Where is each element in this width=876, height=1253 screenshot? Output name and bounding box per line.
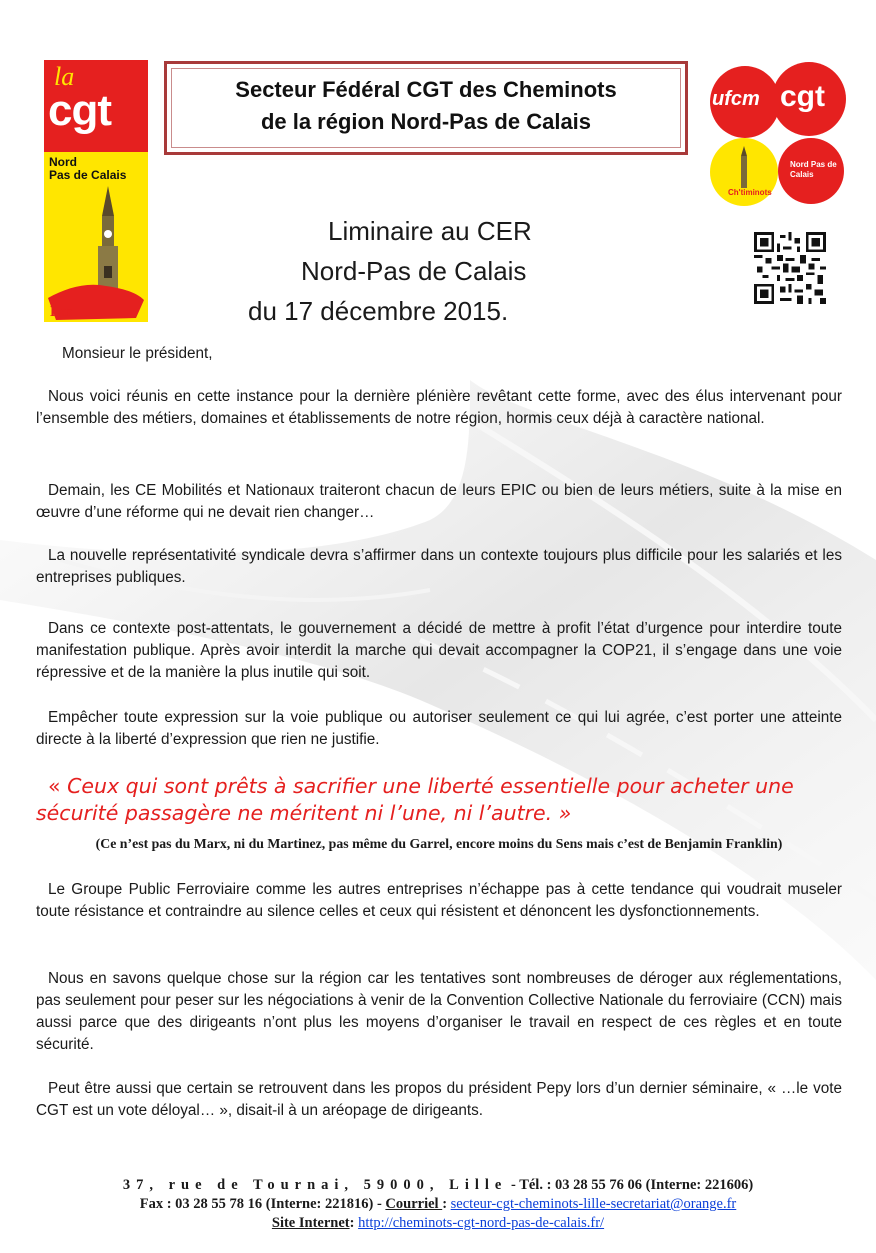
footer-site-link[interactable]: http://cheminots-cgt-nord-pas-de-calais.fr/ <box>358 1215 605 1231</box>
footer-email-link[interactable]: secteur-cgt-cheminots-lille-secretariat@orange.fr <box>450 1196 737 1212</box>
logo-region-line1: Nord <box>49 155 77 169</box>
footer-address-line <box>0 1177 876 1194</box>
header-title-box <box>164 61 688 155</box>
salutation: Monsieur le président, <box>62 345 213 362</box>
paragraph-4: Dans ce contexte post-attentats, le gouvernement a décidé de mettre à profit l’état d’urgence pour interdire toute manifestation publique. Après avoir interdit la marche qui devait accompagner la COP21, il s’engage dans une voie répressive et de la manière la plus inutile qui soit. <box>36 620 842 681</box>
quote-text: Ceux qui sont prêts à sacrifier une liberté essentielle pour acheter une sécurité passagère ne méritent ni l’une, ni l’autre. » <box>36 774 794 825</box>
logo-les-text: Les <box>50 304 73 320</box>
header-line2: de la région Nord-Pas de Calais <box>260 109 592 134</box>
document-title-line3: du 17 décembre 2015. <box>248 296 509 326</box>
footer-address: 37, rue de Tournai, 59000, Lille <box>122 1177 508 1193</box>
quote-attribution: (Ce n’est pas du Marx, ni du Martinez, pas même du Garrel, encore moins du Sens mais c’est de Benjamin Franklin) <box>95 836 783 851</box>
paragraph-7: Nous en savons quelque chose sur la région car les tentatives sont nombreuses de déroger aux réglementations, pas seulement pour peser sur les négociations à venir de la Convention Collective Nationale du ferroviaire (CCN) mais aussi parce que des dirigeants n’ont plus les moyens d’organiser le travail en respect de ces règles et en toute sécurité. <box>36 970 842 1053</box>
document-title-line1: Liminaire au CER <box>328 216 532 246</box>
cgt-circle-logo <box>772 62 846 136</box>
ufcm-circle-logo <box>710 66 780 138</box>
paragraph-3: La nouvelle représentativité syndicale devra s’affirmer dans un contexte toujours plus difficile pour les salariés et les entreprises publiques. <box>36 547 842 586</box>
paragraph-8: Peut être aussi que certain se retrouvent dans les propos du président Pepy lors d’un dernier séminaire, « …le vote CGT est un vote déloyal… », disait-il à un aréopage de dirigeants. <box>36 1080 842 1119</box>
cgt-nord-pas-de-calais-logo <box>44 60 148 322</box>
footer-site-label: Site Internet <box>271 1215 350 1231</box>
belfry-small-icon <box>736 146 752 188</box>
document-title-line2: Nord-Pas de Calais <box>301 256 527 286</box>
quote-open-mark: « <box>48 774 61 798</box>
cgt-circle-text: cgt <box>780 80 825 113</box>
footer-contact-line <box>0 1196 876 1213</box>
logo-region-line2: Pas de Calais <box>49 168 127 182</box>
footer-courriel-label: Courriel <box>385 1196 443 1212</box>
footer-site-line <box>0 1215 876 1232</box>
logo-la-text: la <box>54 62 75 91</box>
chtiminots-circle-text: Ch'timinots <box>728 188 772 197</box>
paragraph-2: Demain, les CE Mobilités et Nationaux traiteront chacun de leurs EPIC ou bien de leurs métiers, suite à la mise en œuvre d’une réforme qui ne devait rien changer… <box>36 482 842 521</box>
footer-fax: Fax : 03 28 55 78 16 (Interne: 221816) - <box>139 1196 386 1212</box>
footer-courriel-sep: : <box>442 1196 451 1212</box>
header-line1: Secteur Fédéral CGT des Cheminots <box>235 77 617 102</box>
nord-pdc-circle-text: Nord Pas de Calais <box>790 160 837 179</box>
nord-pas-de-calais-circle-logo <box>778 138 844 204</box>
logo-region <box>49 156 126 182</box>
footer-tel: - Tél. : 03 28 55 76 06 (Interne: 221606) <box>507 1177 754 1193</box>
franklin-quote <box>36 773 842 827</box>
paragraph-5: Empêcher toute expression sur la voie publique ou autoriser seulement ce qui lui agrée, c’est porter une atteinte directe à la liberté d’expression que rien ne justifie. <box>36 709 842 748</box>
ufcm-circle-text: ufcm <box>712 88 760 110</box>
logo-cgt-text: cgt <box>48 86 111 135</box>
footer-site-sep: : <box>349 1215 359 1231</box>
qr-code-icon <box>752 232 828 304</box>
chtiminots-circle-logo <box>710 138 778 206</box>
paragraph-1: Nous voici réunis en cette instance pour la dernière plénière revêtant cette forme, avec des élus intervenant pour l’ensemble des métiers, domaines et établissements de notre région, hormis ceux déjà à caractère national. <box>36 388 842 427</box>
paragraph-6: Le Groupe Public Ferroviaire comme les autres entreprises n’échappe pas à cette tendance qui voudrait museler toute résistance et contraindre au silence celles et ceux qui résistent et dénoncent les dysfonctionnements. <box>36 881 842 920</box>
